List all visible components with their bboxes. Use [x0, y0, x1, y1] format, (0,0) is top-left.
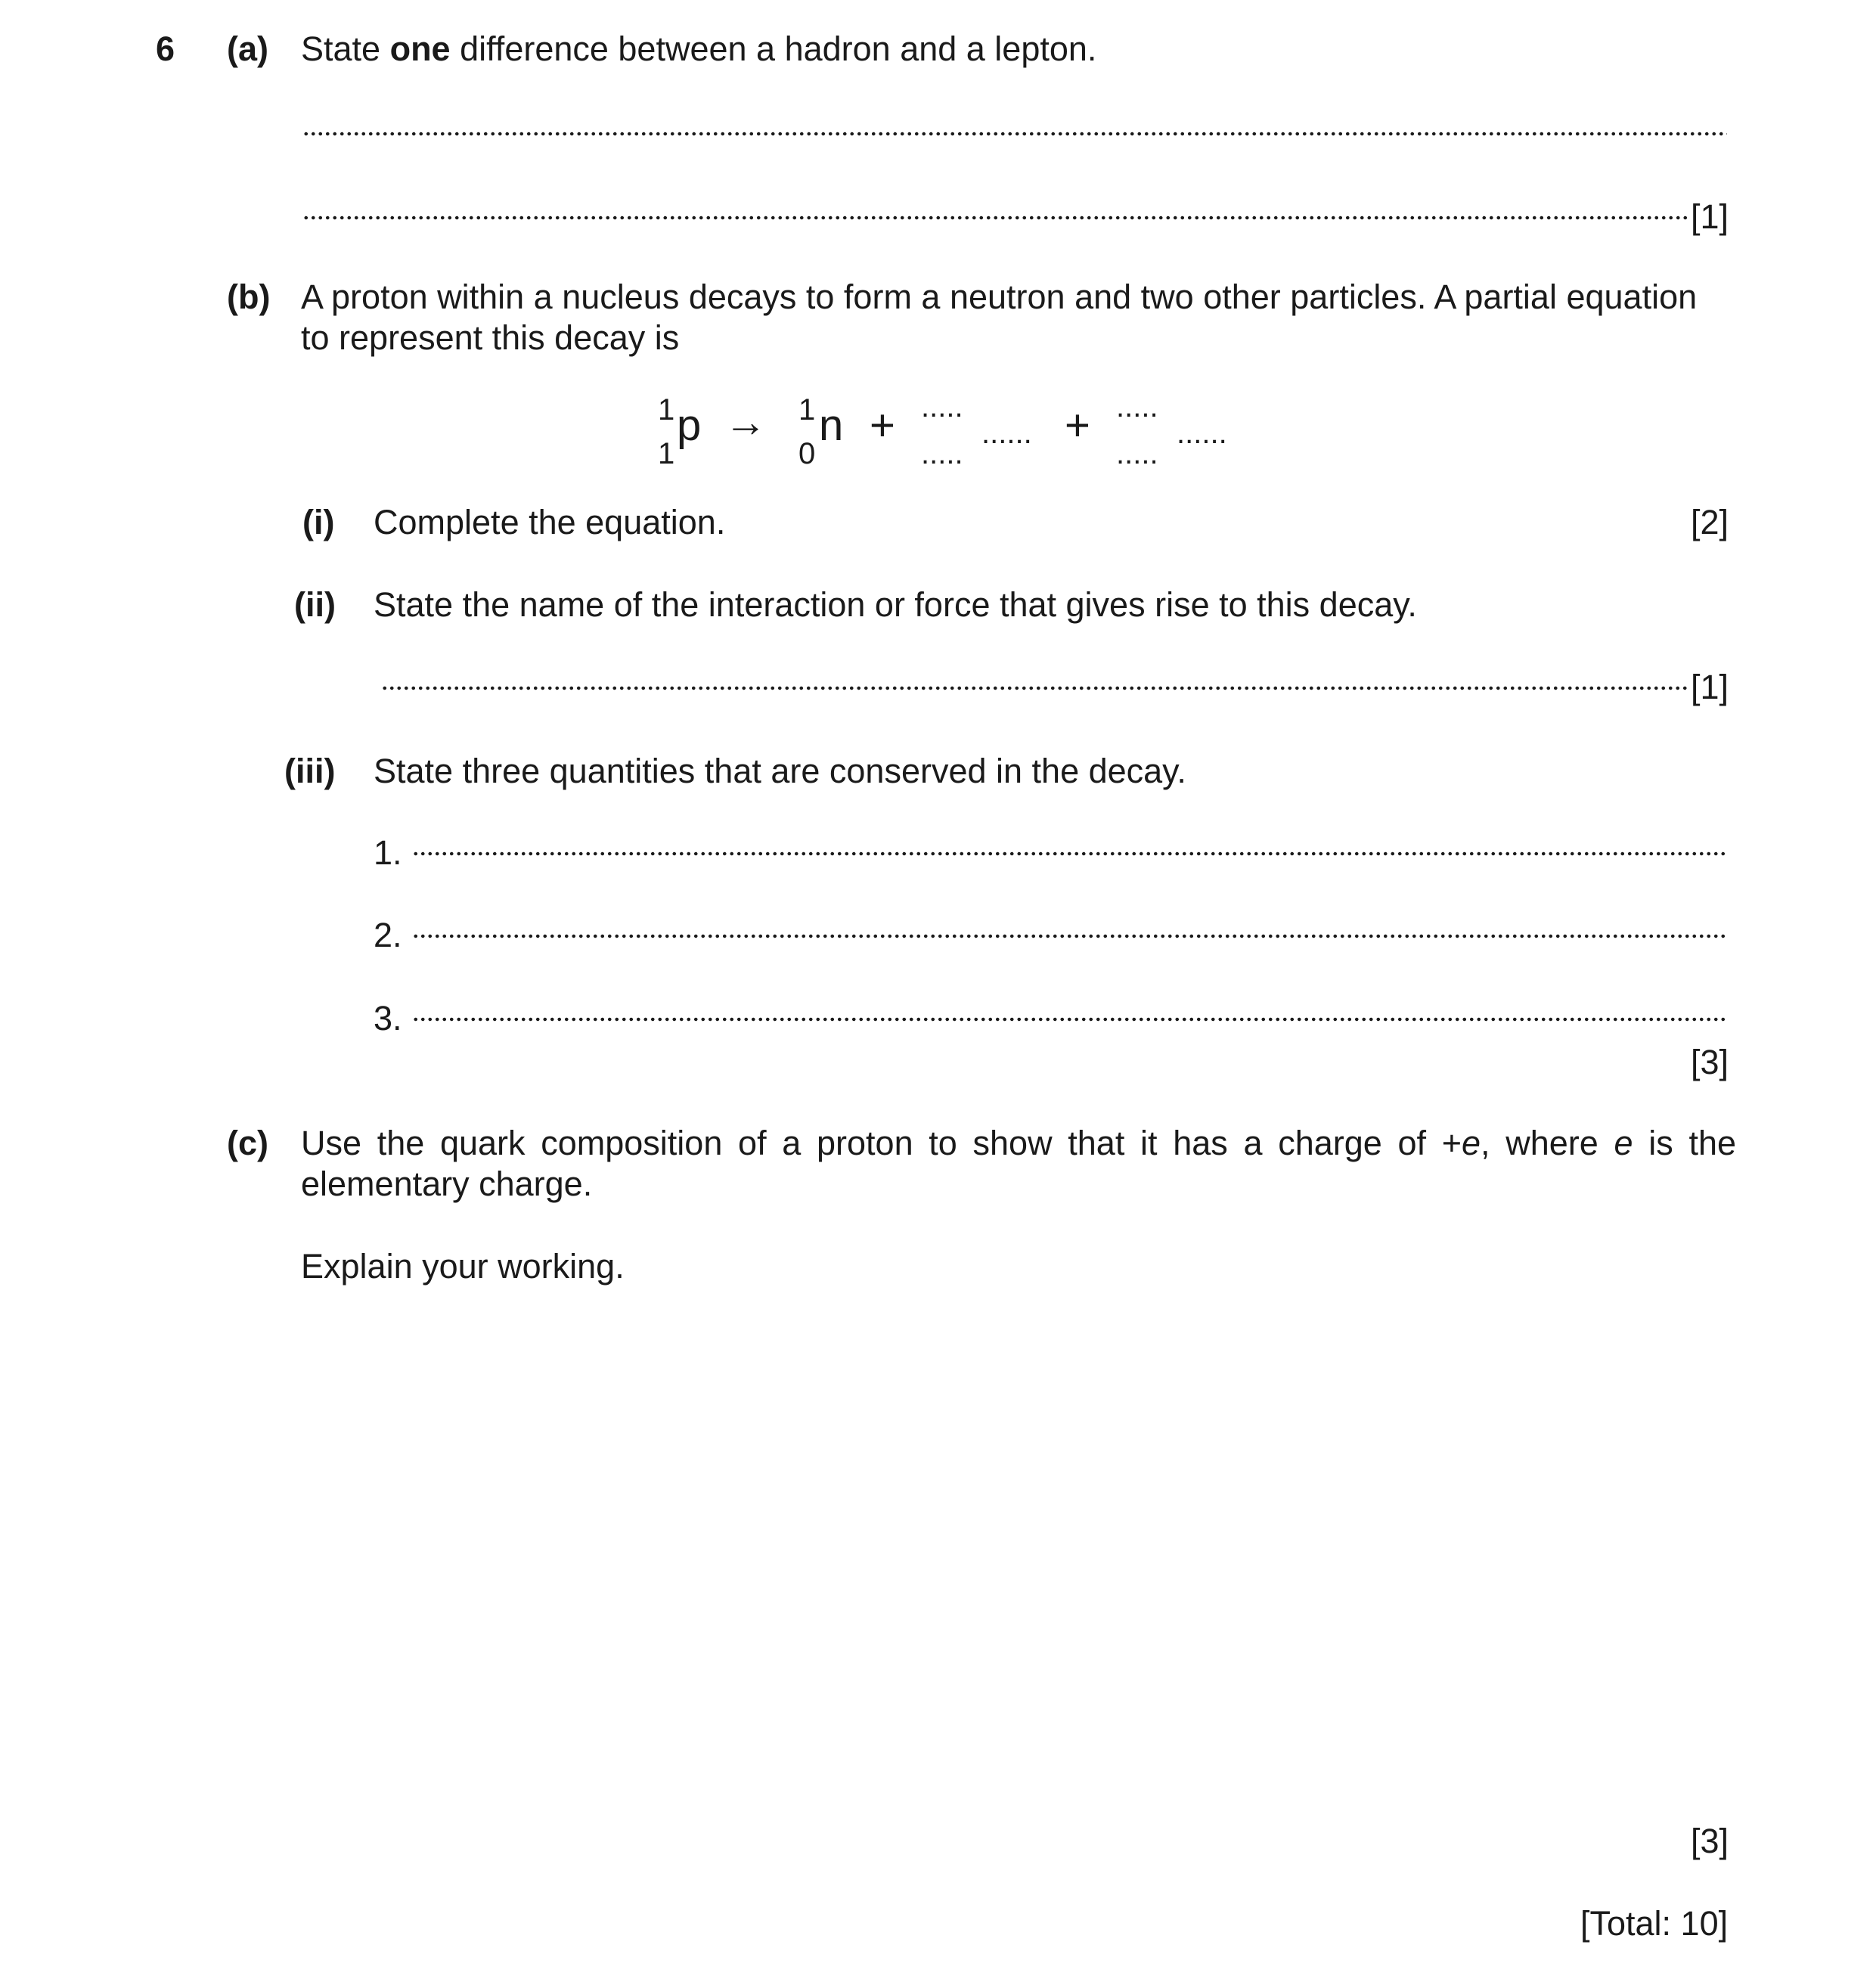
- part-b-label: (b): [227, 278, 271, 316]
- sub-i-label: (i): [302, 503, 335, 541]
- blank-atomic-1[interactable]: .....: [921, 437, 963, 470]
- part-c-text-line2: elementary charge.: [301, 1165, 593, 1203]
- sub-ii-text: State the name of the interaction or force that gives rise to this decay.: [374, 585, 1417, 624]
- neutron-mass-number: 1: [798, 393, 816, 426]
- plus-sign-1: +: [870, 401, 895, 450]
- part-c-text-line1: Use the quark composition of a proton to show that it has a charge of +e, where e is the: [301, 1124, 1736, 1162]
- question-number: 6: [156, 29, 175, 68]
- part-c-label: (c): [227, 1124, 268, 1162]
- proton-atomic-number: 1: [658, 437, 675, 470]
- sub-i-text: Complete the equation.: [374, 503, 726, 541]
- sub-iii-label: (iii): [284, 752, 336, 790]
- proton-symbol: p: [677, 401, 702, 450]
- part-a-label: (a): [227, 29, 268, 68]
- blank-symbol-1[interactable]: ......: [981, 417, 1032, 450]
- sub-ii-marks: [1]: [1691, 668, 1729, 706]
- part-b-text-line2: to represent this decay is: [301, 318, 680, 357]
- proton-mass-number: 1: [658, 393, 675, 426]
- answer-line-a2[interactable]: [302, 214, 1688, 222]
- sub-ii-label: (ii): [294, 585, 336, 624]
- answer-line-a1[interactable]: [302, 130, 1727, 138]
- sub-iii-marks: [3]: [1691, 1043, 1729, 1081]
- list-item-3-number: 3.: [374, 999, 402, 1037]
- blank-atomic-2[interactable]: .....: [1116, 437, 1158, 470]
- arrow-icon: →: [724, 398, 767, 445]
- part-c-instruction: Explain your working.: [301, 1247, 625, 1286]
- emphasis-one: one: [389, 29, 451, 68]
- charge-symbol-e: e: [1462, 1124, 1481, 1162]
- part-a-marks: [1]: [1691, 197, 1729, 236]
- part-c-marks: [3]: [1691, 1822, 1729, 1860]
- neutron-symbol: n: [819, 401, 844, 450]
- blank-mass-1[interactable]: .....: [921, 390, 963, 423]
- blank-mass-2[interactable]: .....: [1116, 390, 1158, 423]
- sub-iii-text: State three quantities that are conserved in the decay.: [374, 752, 1186, 790]
- part-a-question: State one difference between a hadron and a lepton.: [301, 29, 1097, 68]
- answer-line-b-iii-1[interactable]: [412, 850, 1728, 858]
- list-item-1-number: 1.: [374, 833, 402, 872]
- plus-sign-2: +: [1065, 401, 1090, 450]
- blank-symbol-2[interactable]: ......: [1177, 417, 1227, 450]
- sub-i-marks: [2]: [1691, 503, 1729, 541]
- answer-line-b-iii-2[interactable]: [412, 932, 1728, 940]
- total-marks: [Total: 10]: [1580, 1904, 1729, 1943]
- part-b-text-line1: A proton within a nucleus decays to form a neutron and two other particles. A partial equation: [301, 278, 1698, 316]
- part-c-answer-space[interactable]: [301, 1301, 1730, 1800]
- neutron-atomic-number: 0: [798, 437, 816, 470]
- charge-symbol-e-2: e: [1614, 1124, 1633, 1162]
- list-item-2-number: 2.: [374, 916, 402, 954]
- answer-line-b-ii[interactable]: [381, 684, 1688, 692]
- answer-line-b-iii-3[interactable]: [412, 1016, 1728, 1023]
